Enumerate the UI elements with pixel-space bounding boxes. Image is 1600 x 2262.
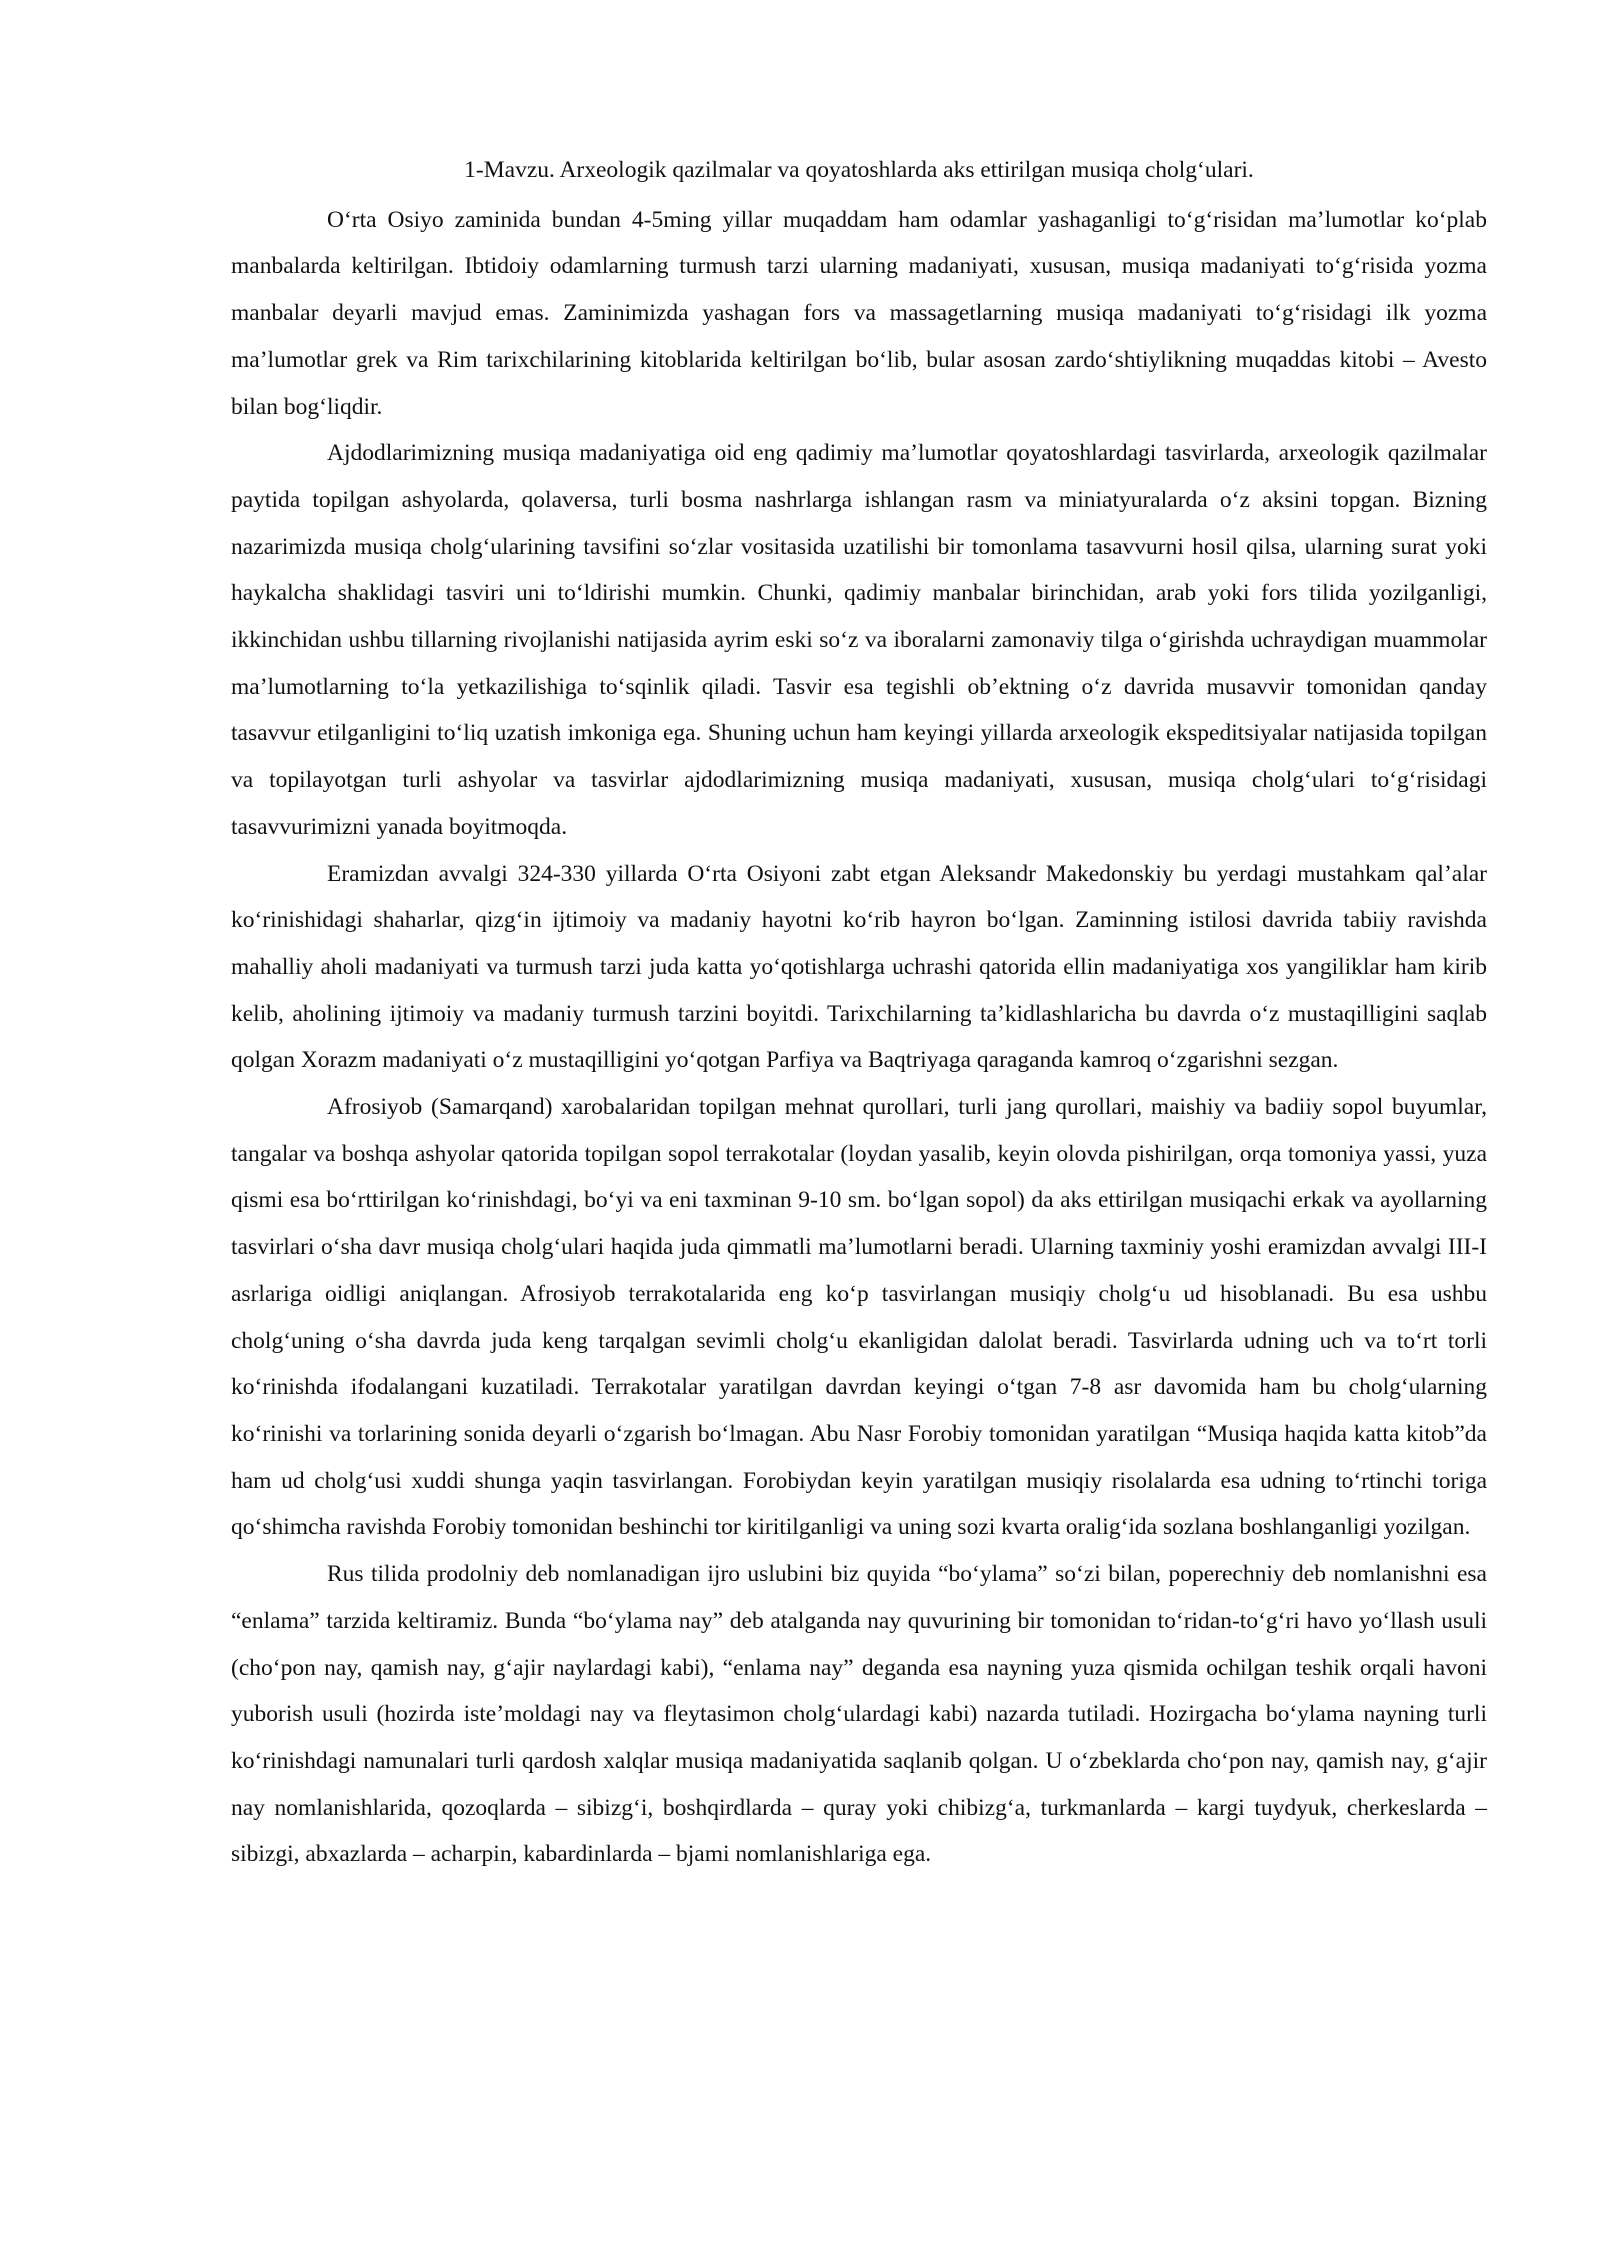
document-title: 1-Mavzu. Arxeologik qazilmalar va qoyatoshlarda aks ettirilgan musiqa cholg‘ulari. <box>464 157 1254 183</box>
paragraph-1: O‘rta Osiyo zaminida bundan 4-5ming yillar muqaddam ham odamlar yashaganligi to‘g‘risidan ma’lumotlar ko‘plab manbalarda keltirilgan. Ibtidoiy odamlarning turmush tarzi ularning madaniyati, xususan, musiqa madaniyati to‘g‘risida yozma manbalar deyarli mavjud emas. Zaminimizda yashagan fors va massagetlarning musiqa madaniyati to‘g‘risidagi ilk yozma ma’lumotlar grek va Rim tarixchilarining kitoblarida keltirilgan bo‘lib, bular asosan zardo‘shtiylikning muqaddas kitobi – Avesto bilan bog‘liqdir. <box>231 206 1487 420</box>
paragraph-4: Afrosiyob (Samarqand) xarobalaridan topilgan mehnat qurollari, turli jang qurollari, maishiy va badiiy sopol buyumlar, tangalar va boshqa ashyolar qatorida topilgan sopol terrakotalar (loydan yasalib, keyin olovda pishirilgan, orqa tomoniya yassi, yuza qismi esa bo‘rttirilgan ko‘rinishdagi, bo‘yi va eni taxminan 9-10 sm. bo‘lgan sopol) da aks ettirilgan musiqachi erkak va ayollarning tasvirlari o‘sha davr musiqa cholg‘ulari haqida juda qimmatli ma’lumotlarni beradi. Ularning taxminiy yoshi eramizdan avvalgi III-I asrlariga oidligi aniqlangan. Afrosiyob terrakotalarida eng ko‘p tasvirlangan musiqiy cholg‘u ud hisoblanadi. Bu esa ushbu cholg‘uning o‘sha davrda juda keng tarqalgan sevimli cholg‘u ekanligidan dalolat beradi. Tasvirlarda udning uch va to‘rt torli ko‘rinishda ifodalangani kuzatiladi. Terrakotalar yaratilgan davrdan keyingi o‘tgan 7-8 asr davomida ham bu cholg‘ularning ko‘rinishi va torlarining sonida deyarli o‘zgarish bo‘lmagan. Abu Nasr Forobiy tomonidan yaratilgan “Musiqa haqida katta kitob”da ham ud cholg‘usi xuddi shunga yaqin tasvirlangan. Forobiydan keyin yaratilgan musiqiy risolalarda esa udning to‘rtinchi toriga qo‘shimcha ravishda Forobiy tomonidan beshinchi tor kiritilganligi va uning sozi kvarta oralig‘ida sozlana boshlanganligi yozilgan. <box>231 1094 1487 1541</box>
paragraph-5: Rus tilida prodolniy deb nomlanadigan ijro uslubini biz quyida “bo‘ylama” so‘zi bilan, poperechniy deb nomlanishni esa “enlama” tarzida keltiramiz. Bunda “bo‘ylama nay” deb atalganda nay quvurining bir tomonidan to‘ridan-to‘g‘ri havo yo‘llash usuli (cho‘pon nay, qamish nay, g‘ajir naylardagi kabi), “enlama nay” deganda esa nayning yuza qismida ochilgan teshik orqali havoni yuborish usuli (hozirda iste’moldagi nay va fleytasimon cholg‘ulardagi kabi) nazarda tutiladi. Hozirgacha bo‘ylama nayning turli ko‘rinishdagi namunalari turli qardosh xalqlar musiqa madaniyatida saqlanib qolgan. U o‘zbeklarda cho‘pon nay, qamish nay, g‘ajir nay nomlanishlarida, qozoqlarda – sibizg‘i, boshqirdlarda – quray yoki chibizg‘a, turkmanlarda – kargi tuydyuk, cherkeslarda – sibizgi, abxazlarda – acharpin, kabardinlarda – bjami nomlanishlariga ega. <box>231 1561 1487 1868</box>
document-body <box>231 147 1487 1878</box>
paragraph-2: Ajdodlarimizning musiqa madaniyatiga oid eng qadimiy ma’lumotlar qoyatoshlardagi tasvirlarda, arxeologik qazilmalar paytida topilgan ashyolarda, qolaversa, turli bosma nashrlarga ishlangan rasm va miniatyuralarda o‘z aksini topgan. Bizning nazarimizda musiqa cholg‘ularining tavsifini so‘zlar vositasida uzatilishi bir tomonlama tasavvurni hosil qilsa, ularning surat yoki haykalcha shaklidagi tasviri uni to‘ldirishi mumkin. Chunki, qadimiy manbalar birinchidan, arab yoki fors tilida yozilganligi, ikkinchidan ushbu tillarning rivojlanishi natijasida ayrim eski so‘z va iboralarni zamonaviy tilga o‘girishda uchraydigan muammolar ma’lumotlarning to‘la yetkazilishiga to‘sqinlik qiladi. Tasvir esa tegishli ob’ektning o‘z davrida musavvir tomonidan qanday tasavvur etilganligini to‘liq uzatish imkoniga ega. Shuning uchun ham keyingi yillarda arxeologik ekspeditsiyalar natijasida topilgan va topilayotgan turli ashyolar va tasvirlar ajdodlarimizning musiqa madaniyati, xususan, musiqa cholg‘ulari to‘g‘risidagi tasavvurimizni yanada boyitmoqda. <box>231 440 1487 840</box>
paragraph-3: Eramizdan avvalgi 324-330 yillarda O‘rta Osiyoni zabt etgan Aleksandr Makedonskiy bu yerdagi mustahkam qal’alar ko‘rinishidagi shaharlar, qizg‘in ijtimoiy va madaniy hayotni ko‘rib hayron bo‘lgan. Zaminning istilosi davrida tabiiy ravishda mahalliy aholi madaniyati va turmush tarzi juda katta yo‘qotishlarga uchrashi qatorida ellin madaniyatiga xos yangiliklar ham kirib kelib, aholining ijtimoiy va madaniy turmush tarzini boyitdi. Tarixchilarning ta’kidlashlaricha bu davrda o‘z mustaqilligini saqlab qolgan Xorazm madaniyati o‘z mustaqilligini yo‘qotgan Parfiya va Baqtriyaga qaraganda kamroq o‘zgarishni sezgan. <box>231 860 1487 1074</box>
